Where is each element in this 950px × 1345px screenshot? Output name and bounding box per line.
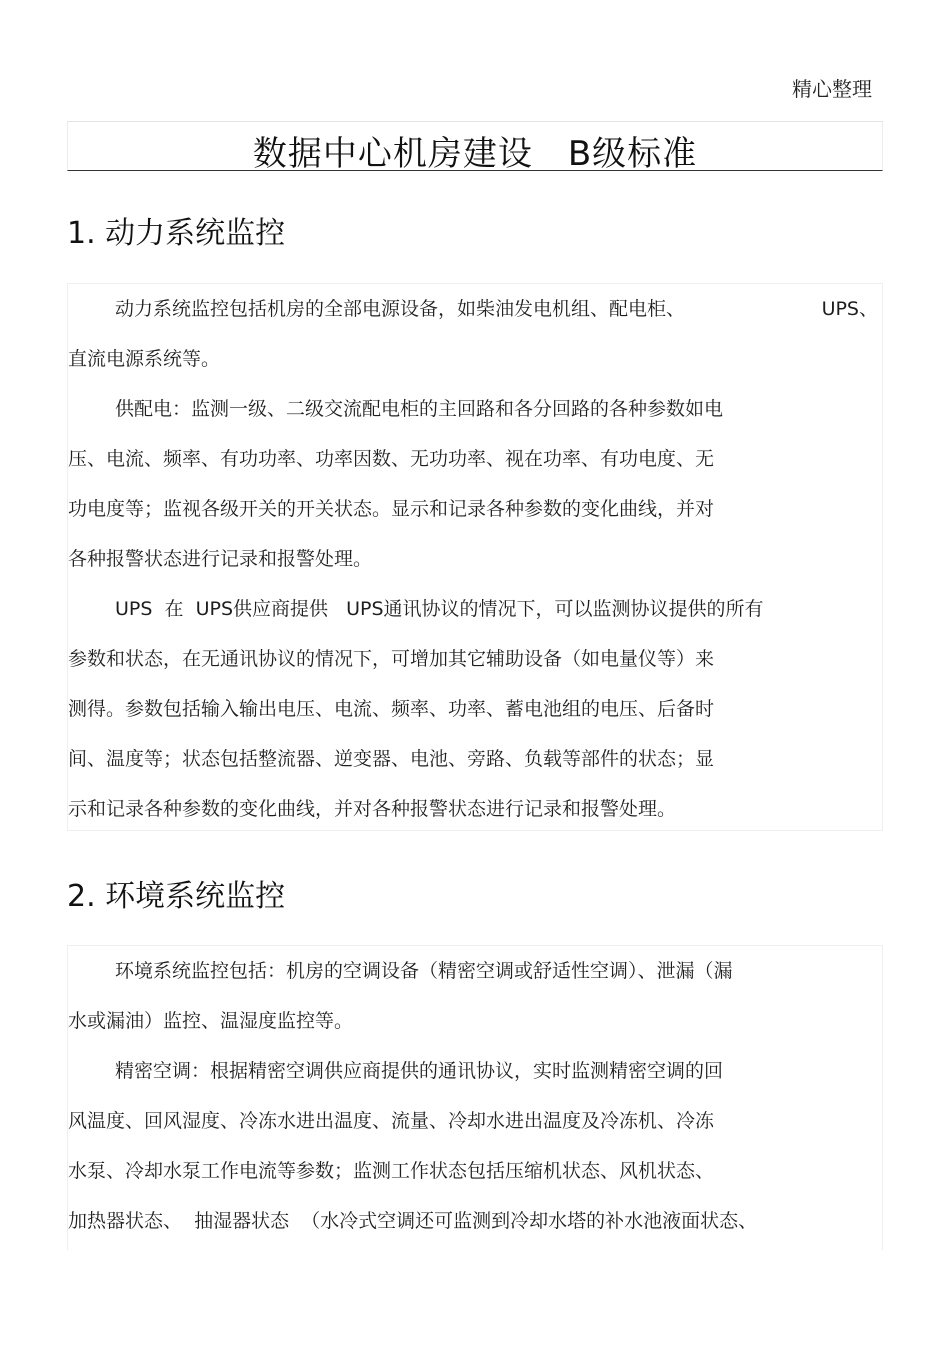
title-box <box>67 121 883 174</box>
paragraph-line-tail: UPS、 <box>821 298 878 320</box>
paragraph-line: 功电度等；监视各级开关的开关状态。显示和记录各种参数的变化曲线，并对 <box>68 498 715 520</box>
paragraph-line: 压、电流、频率、有功功率、功率因数、无功功率、视在功率、有功电度、无 <box>68 448 715 470</box>
paragraph-line: 示和记录各种参数的变化曲线，并对各种报警状态进行记录和报警处理。 <box>68 798 677 820</box>
section-heading-power: 1. 动力系统监控 <box>67 216 286 251</box>
paragraph-line: 间、温度等；状态包括整流器、逆变器、电池、旁路、负载等部件的状态；显 <box>68 748 715 770</box>
paragraph-line: 直流电源系统等。 <box>68 348 221 370</box>
paragraph-line: 水泵、冷却水泵工作电流等参数；监测工作状态包括压缩机状态、风机状态、 <box>68 1160 715 1182</box>
section-body-power <box>67 283 883 831</box>
paragraph-line: 环境系统监控包括：机房的空调设备（精密空调或舒适性空调）、泄漏（漏 <box>115 960 733 982</box>
header-note: 精心整理 <box>792 77 872 101</box>
paragraph-line: UPS 在 UPS供应商提供 UPS通讯协议的情况下，可以监测协议提供的所有 <box>115 598 764 620</box>
paragraph-line: 风温度、回风湿度、冷冻水进出温度、流量、冷却水进出温度及冷冻机、冷冻 <box>68 1110 715 1132</box>
page-title: 数据中心机房建设 B级标准 <box>252 134 698 174</box>
paragraph-line: 水或漏油）监控、温湿度监控等。 <box>68 1010 354 1032</box>
section-body-environment <box>67 945 883 1250</box>
paragraph-line: 参数和状态，在无通讯协议的情况下，可增加其它辅助设备（如电量仪等）来 <box>68 648 715 670</box>
paragraph-line: 供配电：监测一级、二级交流配电柜的主回路和各分回路的各种参数如电 <box>115 398 724 420</box>
paragraph-line: 动力系统监控包括机房的全部电源设备，如柴油发电机组、配电柜、 <box>115 298 686 320</box>
paragraph-line: 各种报警状态进行记录和报警处理。 <box>68 548 373 570</box>
section-heading-environment: 2. 环境系统监控 <box>67 879 286 914</box>
paragraph-line: 加热器状态、 抽湿器状态 （水冷式空调还可监测到冷却水塔的补水池液面状态、 <box>68 1210 758 1232</box>
paragraph-line: 精密空调：根据精密空调供应商提供的通讯协议，实时监测精密空调的回 <box>115 1060 724 1082</box>
paragraph-line: 测得。参数包括输入输出电压、电流、频率、功率、蓄电池组的电压、后备时 <box>68 698 715 720</box>
